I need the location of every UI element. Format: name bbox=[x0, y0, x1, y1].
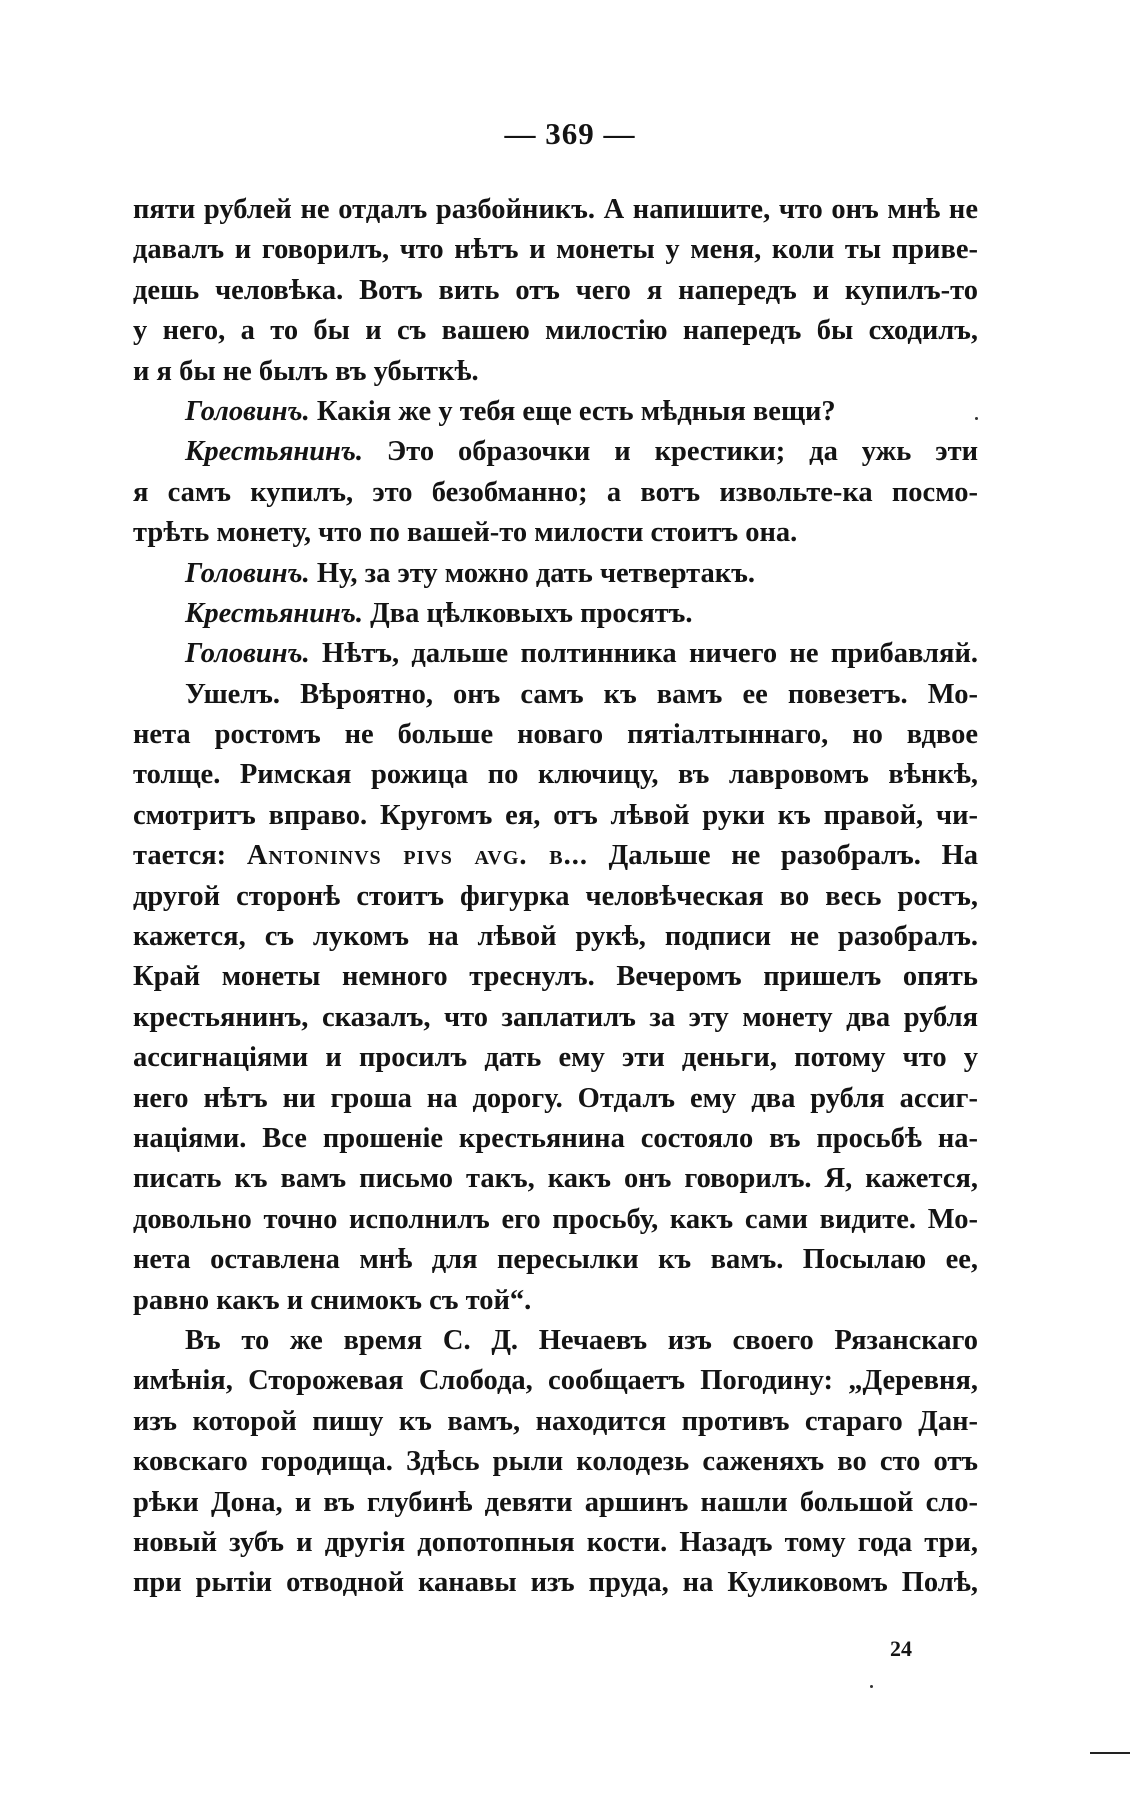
text-line: новый зубъ и другія допотопныя кости. Назадъ тому года три, bbox=[133, 1526, 978, 1558]
dialogue-text: Это образочки и крестики; да ужь эти bbox=[363, 436, 978, 468]
text-line: имѣнія, Сторожевая Слобода, сообщаетъ Погодину: „Деревня, bbox=[133, 1365, 978, 1397]
speaker-name: Головинъ. bbox=[185, 638, 310, 670]
margin-rule bbox=[1090, 1752, 1130, 1754]
text-line: ковскаго городища. Здѣсь рыли колодезь саженяхъ во сто отъ bbox=[133, 1446, 978, 1478]
body-text bbox=[133, 190, 978, 1604]
text-line: кажется, съ лукомъ на лѣвой рукѣ, подписи не разобралъ. bbox=[133, 921, 978, 953]
dialogue-text: Ну, за эту можно дать четвертакъ. bbox=[309, 557, 755, 589]
coin-inscription: Antoninvs pivs avg. b... bbox=[246, 840, 588, 872]
text-line: равно какъ и снимокъ съ той“. bbox=[133, 1284, 532, 1316]
text-line: націями. Все прошеніе крестьянина состояло въ просьбѣ на- bbox=[133, 1122, 978, 1154]
text-line: у него, а то бы и съ вашею милостію напередъ бы сходилъ, bbox=[133, 315, 978, 347]
text-line: Въ то же время С. Д. Нечаевъ изъ своего Рязанскаго bbox=[185, 1324, 978, 1356]
text-line: писать къ вамъ письмо такъ, какъ онъ говорилъ. Я, кажется, bbox=[133, 1163, 978, 1195]
text-line: толще. Римская рожица по ключицу, въ лавровомъ вѣнкѣ, bbox=[133, 759, 978, 791]
dialogue-line bbox=[133, 594, 978, 634]
text-line: ассигнаціями и просилъ дать ему эти деньги, потому что у bbox=[133, 1042, 978, 1074]
text-line: Ушелъ. Вѣроятно, онъ самъ къ вамъ ее повезетъ. Мо- bbox=[185, 678, 978, 710]
text-line: Край монеты немного треснулъ. Вечеромъ пришелъ опять bbox=[133, 961, 978, 993]
speaker-name: Головинъ. bbox=[185, 557, 310, 589]
text-line: крестьянинъ, сказалъ, что заплатилъ за эту монету два рубля bbox=[133, 1001, 978, 1033]
text-line: довольно точно исполнилъ его просьбу, какъ сами видите. Мо- bbox=[133, 1203, 978, 1235]
text-line: и я бы не былъ въ убыткѣ. bbox=[133, 355, 479, 387]
text-line: дешь человѣка. Вотъ вить отъ чего я напередъ и купилъ-то bbox=[133, 274, 978, 306]
text-line: нета ростомъ не больше новаго пятіалтыннаго, но вдвое bbox=[133, 719, 978, 751]
speaker-name: Крестьянинъ. bbox=[185, 436, 364, 468]
text-line: при рытіи отводной канавы изъ пруда, на Куликовомъ Полѣ, bbox=[133, 1567, 978, 1599]
signature-mark: 24 bbox=[890, 1636, 912, 1661]
dialogue-line bbox=[133, 392, 978, 432]
ink-speck bbox=[870, 1685, 873, 1688]
text-line bbox=[133, 836, 978, 876]
text-line: рѣки Дона, и въ глубинѣ девяти аршинъ нашли большой сло- bbox=[133, 1486, 978, 1518]
speaker-name: Головинъ. bbox=[185, 395, 310, 427]
text-line: трѣть монету, что по вашей-то милости стоитъ она. bbox=[133, 517, 798, 549]
ink-speck bbox=[975, 417, 978, 420]
text-line: изъ которой пишу къ вамъ, находится противъ стараго Дан- bbox=[133, 1405, 978, 1437]
dialogue-text: Два цѣлковыхъ просятъ. bbox=[363, 597, 693, 629]
text-line: другой сторонѣ стоитъ фигурка человѣческая во весь ростъ, bbox=[133, 880, 978, 912]
text-line: нета оставлена мнѣ для пересылки къ вамъ. Посылаю ее, bbox=[133, 1244, 978, 1276]
page-number: — 369 — bbox=[504, 116, 636, 151]
text-line: смотритъ вправо. Кругомъ ея, отъ лѣвой руки къ правой, чи- bbox=[133, 799, 978, 831]
dialogue-line bbox=[133, 634, 978, 674]
text-line: давалъ и говорилъ, что нѣтъ и монеты у меня, коли ты приве- bbox=[133, 234, 978, 266]
dialogue-text: Нѣтъ, дальше полтинника ничего не прибавляй. bbox=[309, 638, 978, 670]
speaker-name: Крестьянинъ. bbox=[185, 597, 364, 629]
text-line: я самъ купилъ, это безобманно; а вотъ извольте-ка посмо- bbox=[133, 476, 978, 508]
text-line: пяти рублей не отдалъ разбойникъ. А напишите, что онъ мнѣ не bbox=[133, 194, 978, 225]
text-fragment: Дальше не разобралъ. На bbox=[587, 840, 978, 872]
text-fragment: тается: bbox=[133, 840, 247, 872]
dialogue-line bbox=[133, 432, 978, 472]
dialogue-text: Какія же у тебя еще есть мѣдныя вещи? bbox=[309, 395, 836, 427]
dialogue-line bbox=[133, 554, 978, 594]
text-line: него нѣтъ ни гроша на дорогу. Отдалъ ему два рубля ассиг- bbox=[133, 1082, 978, 1114]
